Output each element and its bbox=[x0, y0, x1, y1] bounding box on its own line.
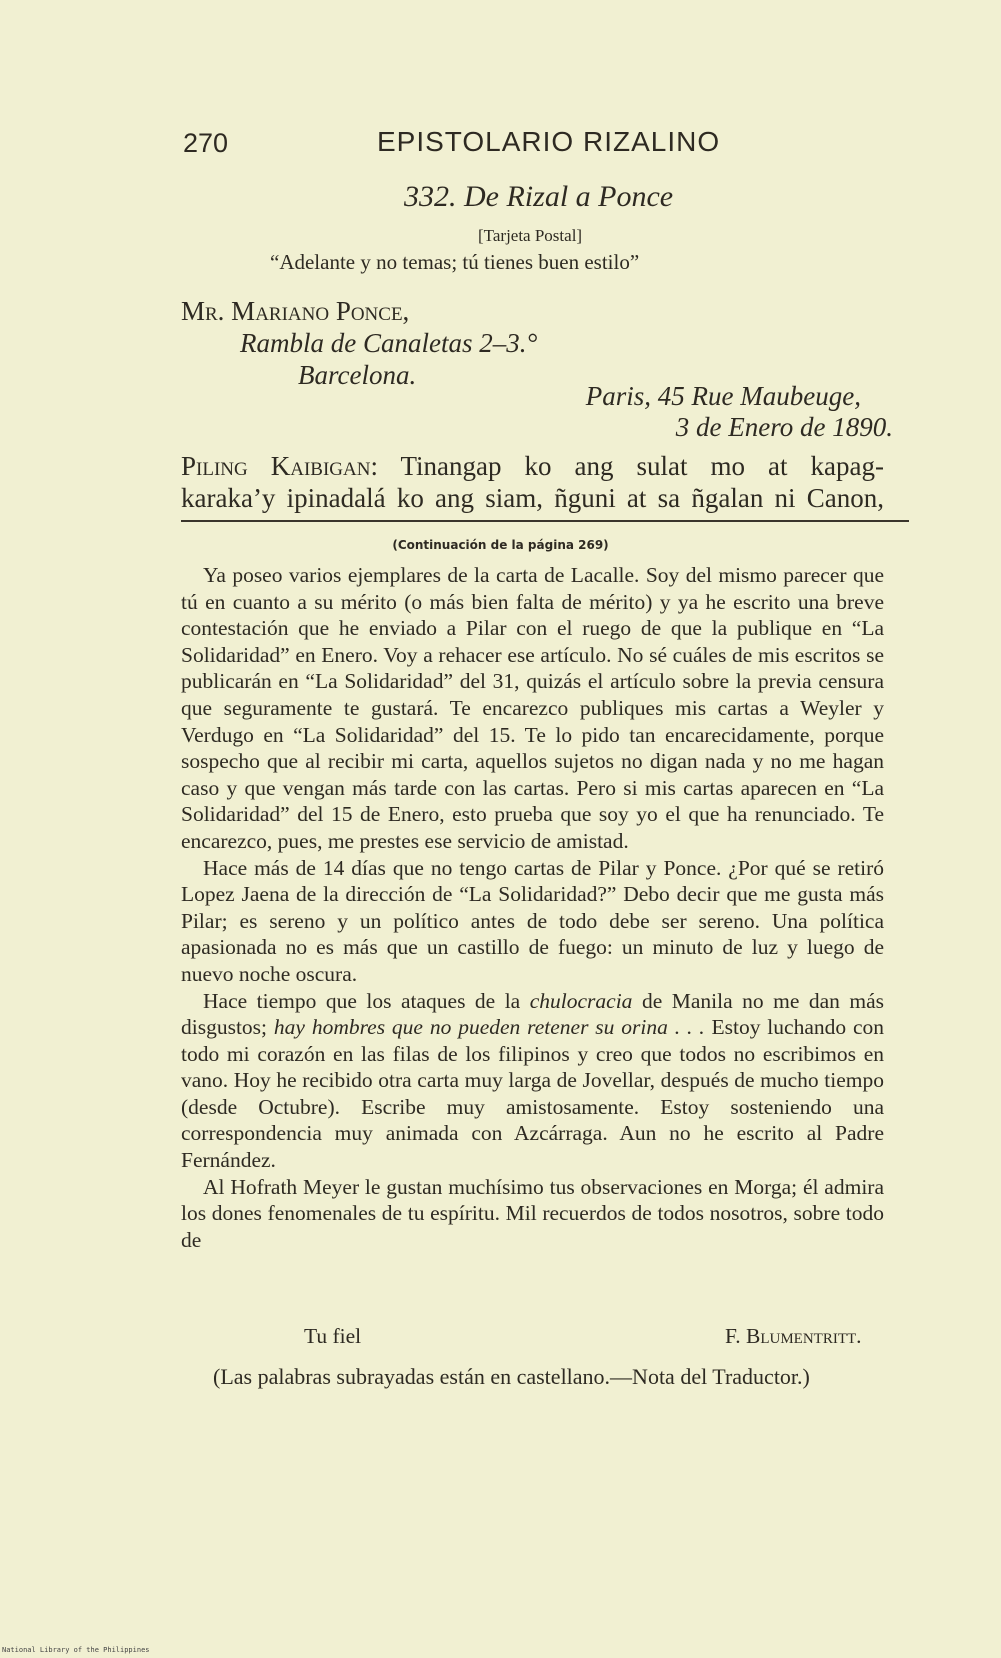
letter-place: Paris, 45 Rue Maubeuge, bbox=[585, 381, 861, 411]
page-number: 270 bbox=[183, 128, 229, 158]
paragraph bbox=[181, 988, 884, 1174]
signature: F. Blumentritt. bbox=[725, 1324, 862, 1348]
italic-term: chulocracia bbox=[529, 988, 633, 1013]
footnote-divider bbox=[181, 520, 909, 522]
letter-title: 332. De Rizal a Ponce bbox=[404, 180, 674, 213]
address-recipient: Mr. Mariano Ponce, bbox=[181, 296, 410, 326]
translator-note: (Las palabras subrayadas están en castellano.—Nota del Traductor.) bbox=[213, 1364, 810, 1389]
paragraph: Al Hofrath Meyer le gustan muchísimo tus observaciones en Morga; él admira los dones fenomenales de tu espíritu. Mil recuerdos de todos nosotros, sobre todo de bbox=[181, 1174, 884, 1252]
text-run: Estoy luchando con todo mi corazón en las filas de los filipinos y creo que todos no escribimos en vano. Hoy he recibido otra carta muy larga de Jovellar, después de mucho tiempo (desde Octubre). Escribe muy amistosamente. Estoy sosteniendo una correspondencia muy animada con Azcárraga. Aun no he escrito al Padre Fernández. bbox=[181, 1015, 885, 1173]
letter-epigraph: “Adelante y no temas; tú tienes buen estilo” bbox=[270, 250, 640, 274]
text-run: de Manila no me dan más disgustos; bbox=[181, 988, 885, 1040]
paragraph: Ya poseo varios ejemplares de la carta de Lacalle. Soy del mismo parecer que tú en cuanto a su mérito (o más bien falta de mérito) y ya he escrito una breve contestación que he enviado a Pilar con el ruego de que la publique en “La Solidaridad” en Enero. Voy a rehacer ese artículo. No sé cuáles de mis escritos se publicarán en “La Solidaridad” del 31, quizás el artículo sobre la previa censura que seguramente te gustará. Te encarezco publiques mis cartas a Weyler y Verdugo en “La Solidaridad” del 15. Te lo pido tan encarecidamente, porque sospecho que al recibir mi carta, aquellos sujetos no digan nada y no me hagan caso y que vengan más tarde con las cartas. Pero si mis cartas aparecen en “La Solidaridad” del 15 de Enero, esto prueba que soy yo el que ha renunciado. Te encarezco, pues, me prestes ese servicio de amistad. bbox=[181, 563, 884, 853]
salutation: Piling Kaibigan: bbox=[181, 451, 378, 481]
paragraph: Hace más de 14 días que no tengo cartas de Pilar y Ponce. ¿Por qué se retiró Lopez Jaena de la dirección de “La Solidaridad?” Debo decir que me gusta más Pilar; es sereno y un político antes de todo debe ser sereno. Una política apasionada no es más que un castillo de fuego: un minuto de luz y luego de nuevo noche oscura. bbox=[181, 855, 884, 986]
running-title: EPISTOLARIO RIZALINO bbox=[377, 126, 721, 157]
address-street: Rambla de Canaletas 2–3.° bbox=[240, 328, 538, 358]
tagalog-line-2: karaka’y ipinadalá ko ang siam, ñguni at sa ñgalan ni Canon, bbox=[181, 483, 884, 513]
italic-phrase: hay hombres que no pueden retener su orina . . . bbox=[273, 1015, 705, 1040]
text-run: Hace tiempo que los ataques de la bbox=[203, 988, 521, 1013]
tagalog-line-1-text: Tinangap ko ang sulat mo at kapag- bbox=[400, 451, 885, 481]
letter-date: 3 de Enero de 1890. bbox=[675, 412, 893, 442]
library-watermark: National Library of the Philippines bbox=[2, 1646, 150, 1654]
closing-phrase: Tu fiel bbox=[304, 1324, 362, 1348]
address-city: Barcelona. bbox=[298, 360, 417, 390]
letter-subtitle: [Tarjeta Postal] bbox=[478, 226, 583, 245]
continuation-note: (Continuación de la página 269) bbox=[392, 538, 609, 552]
continued-letter-body bbox=[181, 562, 884, 1253]
tagalog-line-1 bbox=[181, 451, 884, 482]
